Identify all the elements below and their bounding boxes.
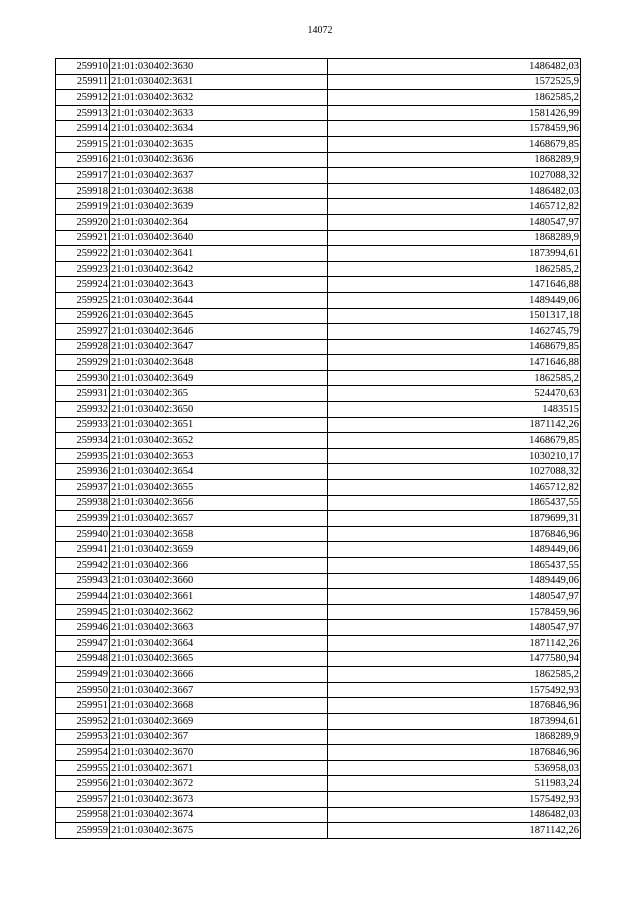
table-row [56, 620, 581, 636]
value-cell: 1871142,26 [328, 635, 581, 651]
table-row [56, 355, 581, 371]
value-cell: 1486482,03 [328, 183, 581, 199]
row-number-cell: 259953 [56, 729, 110, 745]
table-row [56, 448, 581, 464]
table-row [56, 183, 581, 199]
table-row [56, 511, 581, 527]
table-row [56, 573, 581, 589]
table-row [56, 246, 581, 262]
value-cell: 1468679,85 [328, 136, 581, 152]
row-number-cell: 259920 [56, 214, 110, 230]
value-cell: 1471646,88 [328, 277, 581, 293]
cadastral-number-cell: 21:01:030402:3660 [110, 573, 328, 589]
cadastral-number-cell: 21:01:030402:3662 [110, 604, 328, 620]
cadastral-number-cell: 21:01:030402:3674 [110, 807, 328, 823]
row-number-cell: 259912 [56, 90, 110, 106]
row-number-cell: 259918 [56, 183, 110, 199]
cadastral-number-cell: 21:01:030402:3651 [110, 417, 328, 433]
value-cell: 1480547,97 [328, 620, 581, 636]
row-number-cell: 259934 [56, 433, 110, 449]
cadastral-number-cell: 21:01:030402:3668 [110, 698, 328, 714]
row-number-cell: 259944 [56, 589, 110, 605]
row-number-cell: 259941 [56, 542, 110, 558]
value-cell: 1489449,06 [328, 542, 581, 558]
table-row [56, 526, 581, 542]
table-row [56, 745, 581, 761]
table-row [56, 807, 581, 823]
value-cell: 1501317,18 [328, 308, 581, 324]
value-cell: 1868289,9 [328, 152, 581, 168]
value-cell: 1865437,55 [328, 558, 581, 574]
row-number-cell: 259935 [56, 448, 110, 464]
value-cell: 1581426,99 [328, 105, 581, 121]
cadastral-number-cell: 21:01:030402:3675 [110, 823, 328, 839]
row-number-cell: 259921 [56, 230, 110, 246]
value-cell: 1868289,9 [328, 729, 581, 745]
cadastral-number-cell: 21:01:030402:3634 [110, 121, 328, 137]
value-cell: 1876846,96 [328, 745, 581, 761]
table-row [56, 667, 581, 683]
row-number-cell: 259913 [56, 105, 110, 121]
table-row [56, 635, 581, 651]
cadastral-number-cell: 21:01:030402:3644 [110, 292, 328, 308]
row-number-cell: 259927 [56, 324, 110, 340]
value-cell: 1873994,61 [328, 713, 581, 729]
value-cell: 1030210,17 [328, 448, 581, 464]
value-cell: 1871142,26 [328, 823, 581, 839]
table-row [56, 604, 581, 620]
table-row [56, 292, 581, 308]
value-cell: 1489449,06 [328, 573, 581, 589]
table-row [56, 651, 581, 667]
table-row [56, 277, 581, 293]
table-row [56, 121, 581, 137]
row-number-cell: 259956 [56, 776, 110, 792]
table-row [56, 495, 581, 511]
cadastral-number-cell: 21:01:030402:365 [110, 386, 328, 402]
value-cell: 1575492,93 [328, 791, 581, 807]
table-row [56, 682, 581, 698]
row-number-cell: 259940 [56, 526, 110, 542]
cadastral-number-cell: 21:01:030402:3663 [110, 620, 328, 636]
row-number-cell: 259938 [56, 495, 110, 511]
value-cell: 1862585,2 [328, 90, 581, 106]
table-row [56, 542, 581, 558]
cadastral-number-cell: 21:01:030402:3673 [110, 791, 328, 807]
cadastral-number-cell: 21:01:030402:3650 [110, 402, 328, 418]
cadastral-number-cell: 21:01:030402:3666 [110, 667, 328, 683]
table-row [56, 59, 581, 75]
cadastral-number-cell: 21:01:030402:3665 [110, 651, 328, 667]
row-number-cell: 259950 [56, 682, 110, 698]
page-number: 14072 [307, 25, 333, 36]
cadastral-number-cell: 21:01:030402:3636 [110, 152, 328, 168]
value-cell: 1862585,2 [328, 261, 581, 277]
row-number-cell: 259916 [56, 152, 110, 168]
value-cell: 1578459,96 [328, 121, 581, 137]
row-number-cell: 259958 [56, 807, 110, 823]
value-cell: 1572525,9 [328, 74, 581, 90]
value-cell: 1862585,2 [328, 370, 581, 386]
value-cell: 1027088,32 [328, 168, 581, 184]
value-cell: 1462745,79 [328, 324, 581, 340]
cadastral-number-cell: 21:01:030402:3653 [110, 448, 328, 464]
row-number-cell: 259957 [56, 791, 110, 807]
cadastral-number-cell: 21:01:030402:3654 [110, 464, 328, 480]
cadastral-number-cell: 21:01:030402:3671 [110, 760, 328, 776]
table-row [56, 823, 581, 839]
cadastral-number-cell: 21:01:030402:364 [110, 214, 328, 230]
value-cell: 1027088,32 [328, 464, 581, 480]
row-number-cell: 259949 [56, 667, 110, 683]
table-row [56, 558, 581, 574]
cadastral-number-cell: 21:01:030402:3646 [110, 324, 328, 340]
row-number-cell: 259943 [56, 573, 110, 589]
value-cell: 1486482,03 [328, 59, 581, 75]
cadastral-number-cell: 21:01:030402:367 [110, 729, 328, 745]
value-cell: 1868289,9 [328, 230, 581, 246]
cadastral-number-cell: 21:01:030402:3652 [110, 433, 328, 449]
row-number-cell: 259915 [56, 136, 110, 152]
value-cell: 1468679,85 [328, 339, 581, 355]
value-cell: 1468679,85 [328, 433, 581, 449]
cadastral-number-cell: 21:01:030402:3658 [110, 526, 328, 542]
cadastral-number-cell: 21:01:030402:3643 [110, 277, 328, 293]
row-number-cell: 259922 [56, 246, 110, 262]
table-row [56, 698, 581, 714]
row-number-cell: 259954 [56, 745, 110, 761]
table-row [56, 791, 581, 807]
row-number-cell: 259939 [56, 511, 110, 527]
cadastral-number-cell: 21:01:030402:3632 [110, 90, 328, 106]
table-row [56, 402, 581, 418]
row-number-cell: 259914 [56, 121, 110, 137]
value-cell: 1578459,96 [328, 604, 581, 620]
value-cell: 1483515 [328, 402, 581, 418]
value-cell: 1480547,97 [328, 214, 581, 230]
row-number-cell: 259932 [56, 402, 110, 418]
table-row [56, 729, 581, 745]
value-cell: 1865437,55 [328, 495, 581, 511]
cadastral-number-cell: 21:01:030402:3649 [110, 370, 328, 386]
cadastral-number-cell: 21:01:030402:3647 [110, 339, 328, 355]
value-cell: 1871142,26 [328, 417, 581, 433]
cadastral-number-cell: 21:01:030402:3669 [110, 713, 328, 729]
row-number-cell: 259928 [56, 339, 110, 355]
row-number-cell: 259925 [56, 292, 110, 308]
cadastral-number-cell: 21:01:030402:3637 [110, 168, 328, 184]
row-number-cell: 259952 [56, 713, 110, 729]
table-row [56, 199, 581, 215]
value-cell: 1480547,97 [328, 589, 581, 605]
table-row [56, 433, 581, 449]
value-cell: 1862585,2 [328, 667, 581, 683]
table-row [56, 370, 581, 386]
cadastral-number-cell: 21:01:030402:3656 [110, 495, 328, 511]
row-number-cell: 259917 [56, 168, 110, 184]
value-cell: 1486482,03 [328, 807, 581, 823]
table-row [56, 480, 581, 496]
row-number-cell: 259930 [56, 370, 110, 386]
table-row [56, 152, 581, 168]
value-cell: 1465712,82 [328, 480, 581, 496]
cadastral-number-cell: 21:01:030402:3645 [110, 308, 328, 324]
value-cell: 1465712,82 [328, 199, 581, 215]
table-row [56, 308, 581, 324]
row-number-cell: 259936 [56, 464, 110, 480]
value-cell: 1489449,06 [328, 292, 581, 308]
table-row [56, 230, 581, 246]
value-cell: 1471646,88 [328, 355, 581, 371]
cadastral-number-cell: 21:01:030402:3664 [110, 635, 328, 651]
row-number-cell: 259933 [56, 417, 110, 433]
registry-table [55, 58, 581, 839]
table-row [56, 386, 581, 402]
row-number-cell: 259946 [56, 620, 110, 636]
cadastral-number-cell: 21:01:030402:3648 [110, 355, 328, 371]
row-number-cell: 259947 [56, 635, 110, 651]
value-cell: 1879699,31 [328, 511, 581, 527]
value-cell: 524470,63 [328, 386, 581, 402]
table-row [56, 74, 581, 90]
row-number-cell: 259910 [56, 59, 110, 75]
table-row [56, 324, 581, 340]
value-cell: 511983,24 [328, 776, 581, 792]
row-number-cell: 259919 [56, 199, 110, 215]
cadastral-number-cell: 21:01:030402:3642 [110, 261, 328, 277]
cadastral-number-cell: 21:01:030402:3631 [110, 74, 328, 90]
row-number-cell: 259955 [56, 760, 110, 776]
cadastral-number-cell: 21:01:030402:3670 [110, 745, 328, 761]
value-cell: 1575492,93 [328, 682, 581, 698]
table-row [56, 589, 581, 605]
cadastral-number-cell: 21:01:030402:3659 [110, 542, 328, 558]
cadastral-number-cell: 21:01:030402:3667 [110, 682, 328, 698]
row-number-cell: 259948 [56, 651, 110, 667]
value-cell: 1477580,94 [328, 651, 581, 667]
table-row [56, 339, 581, 355]
cadastral-number-cell: 21:01:030402:366 [110, 558, 328, 574]
table-row [56, 90, 581, 106]
row-number-cell: 259951 [56, 698, 110, 714]
row-number-cell: 259924 [56, 277, 110, 293]
row-number-cell: 259945 [56, 604, 110, 620]
cadastral-number-cell: 21:01:030402:3633 [110, 105, 328, 121]
cadastral-number-cell: 21:01:030402:3640 [110, 230, 328, 246]
value-cell: 1876846,96 [328, 526, 581, 542]
row-number-cell: 259923 [56, 261, 110, 277]
cadastral-number-cell: 21:01:030402:3630 [110, 59, 328, 75]
row-number-cell: 259929 [56, 355, 110, 371]
cadastral-number-cell: 21:01:030402:3635 [110, 136, 328, 152]
cadastral-number-cell: 21:01:030402:3641 [110, 246, 328, 262]
row-number-cell: 259931 [56, 386, 110, 402]
cadastral-number-cell: 21:01:030402:3639 [110, 199, 328, 215]
cadastral-number-cell: 21:01:030402:3661 [110, 589, 328, 605]
table-row [56, 776, 581, 792]
row-number-cell: 259942 [56, 558, 110, 574]
table-row [56, 168, 581, 184]
cadastral-number-cell: 21:01:030402:3672 [110, 776, 328, 792]
table-row [56, 214, 581, 230]
table-row [56, 760, 581, 776]
cadastral-number-cell: 21:01:030402:3655 [110, 480, 328, 496]
table-row [56, 464, 581, 480]
registry-table-body [56, 59, 581, 839]
cadastral-number-cell: 21:01:030402:3657 [110, 511, 328, 527]
table-row [56, 136, 581, 152]
table-row [56, 261, 581, 277]
value-cell: 1876846,96 [328, 698, 581, 714]
value-cell: 536958,03 [328, 760, 581, 776]
row-number-cell: 259911 [56, 74, 110, 90]
row-number-cell: 259926 [56, 308, 110, 324]
value-cell: 1873994,61 [328, 246, 581, 262]
table-row [56, 105, 581, 121]
row-number-cell: 259937 [56, 480, 110, 496]
table-row [56, 713, 581, 729]
cadastral-number-cell: 21:01:030402:3638 [110, 183, 328, 199]
table-row [56, 417, 581, 433]
row-number-cell: 259959 [56, 823, 110, 839]
